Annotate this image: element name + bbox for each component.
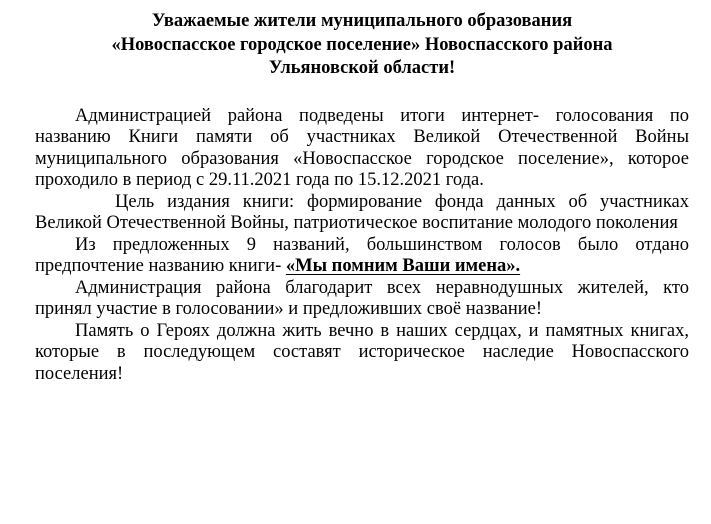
announcement-document <box>35 10 689 385</box>
paragraph-chosen-title <box>35 235 689 278</box>
paragraph-memory: Память о Героях должна жить вечно в наших сердцах, и памятных книгах, которые в последующем составят историческое наследие Новоспасского поселения! <box>35 320 689 384</box>
chosen-title-text: Из предложенных 9 названий, большинством голосов было отдано предпочтение названию книги- <box>35 234 689 276</box>
announcement-title <box>35 10 689 81</box>
paragraph-gratitude: Администрация района благодарит всех неравнодушных жителей, кто принял участие в голосовании» и предложивших своё название! <box>35 277 689 319</box>
title-line-3: Ульяновской области! <box>268 58 456 78</box>
paragraph-voting-results: Администрацией района подведены итоги интернет- голосования по названию Книги памяти об участниках Великой Отечественной Войны муниципального образования «Новоспасское городское поселение», которое проходило в период с 29.11.2021 года по 15.12.2021 года. <box>35 105 689 190</box>
paragraph-book-purpose: Цель издания книги: формирование фонда данных об участниках Великой Отечественной Войны, патриотическое воспитание молодого поколения <box>35 191 689 233</box>
book-name: «Мы помним Ваши имена». <box>285 256 521 276</box>
title-line-1: Уважаемые жители муниципального образования <box>151 11 573 31</box>
title-line-2: «Новоспасское городское поселение» Новоспасского района <box>111 34 613 55</box>
